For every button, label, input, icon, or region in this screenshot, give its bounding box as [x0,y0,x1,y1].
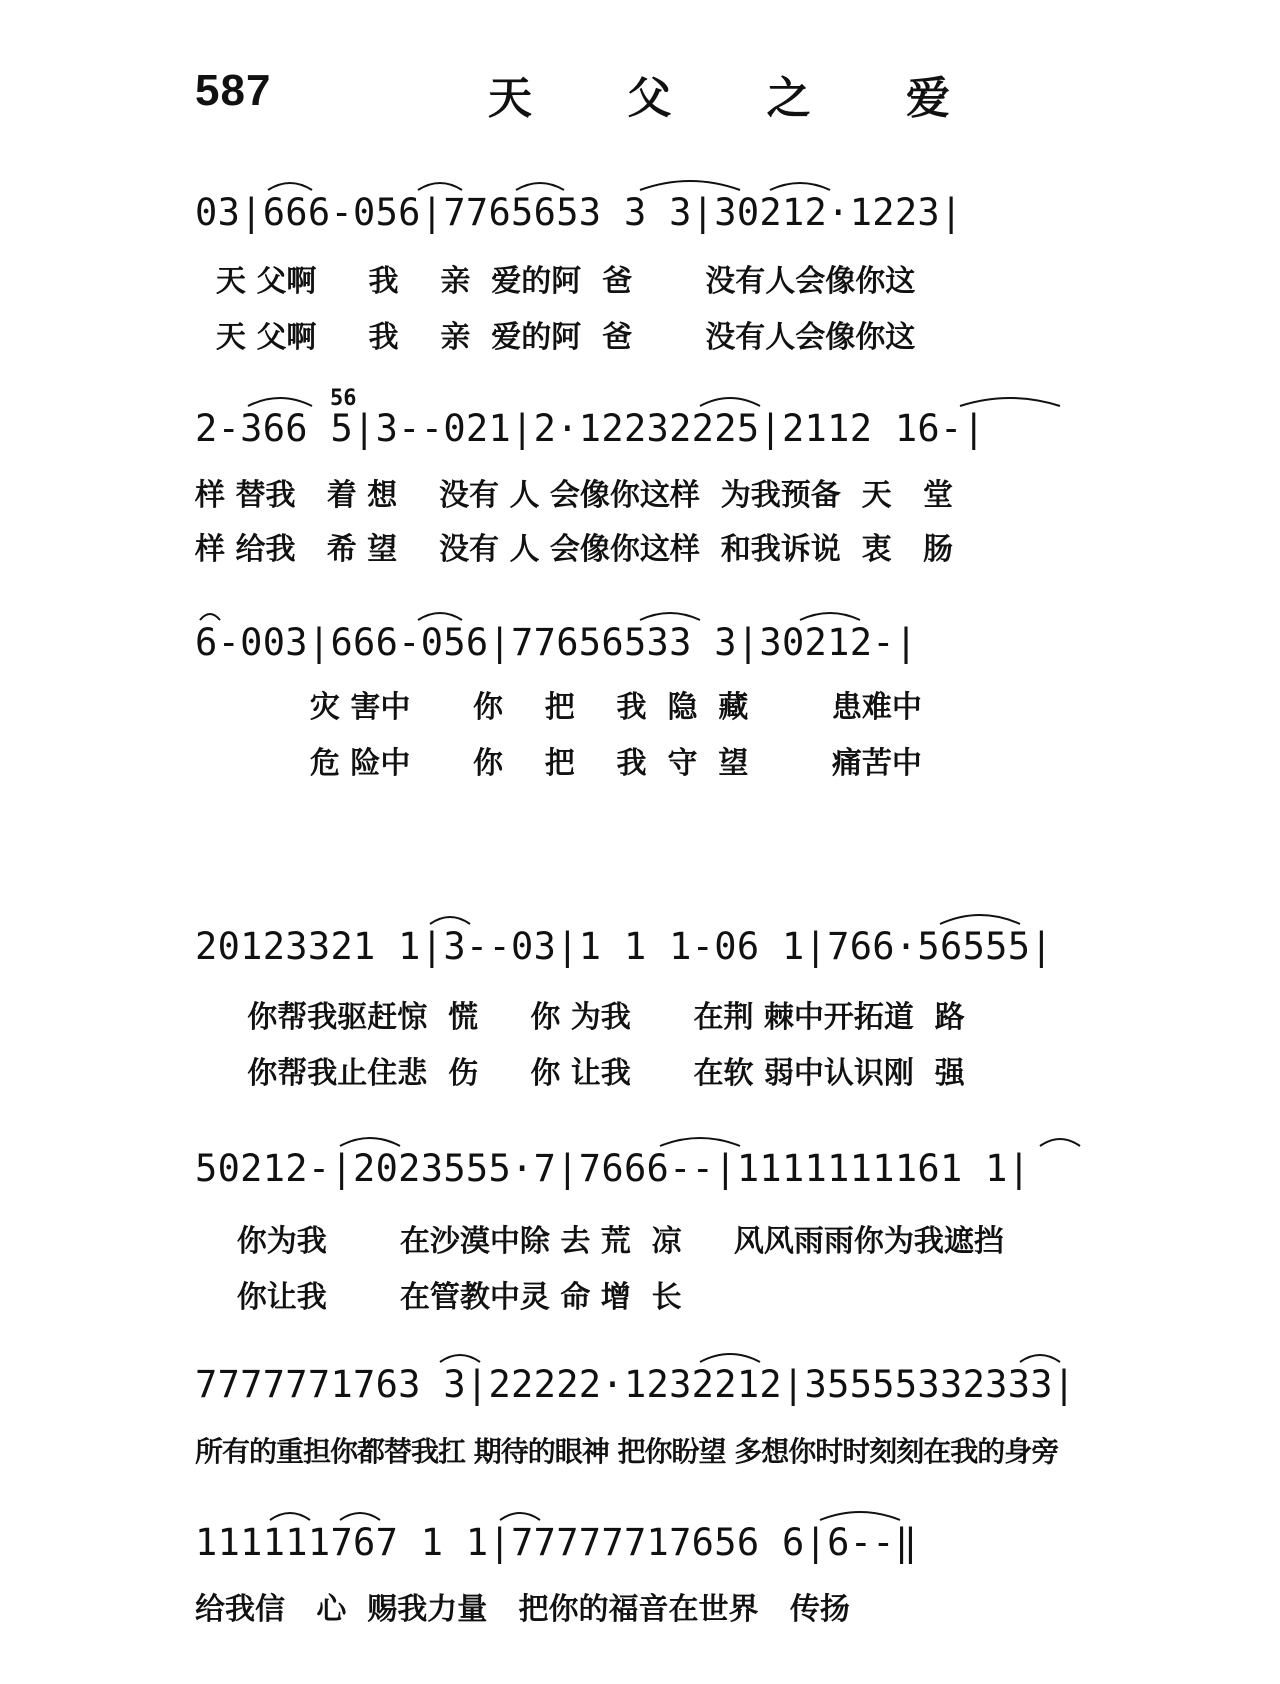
lyric-line-4-verse-2: 你帮我止住悲 伤 你 让我 在软 弱中认识刚 强 [195,1056,965,1091]
lyric-line-5-verse-1: 你为我 在沙漠中除 去 荒 凉 风风雨雨你为我遮挡 [195,1224,1004,1259]
hymn-title: 天 父 之 爱 [488,73,990,124]
notation-line-7: 111111767 1 1|77777717656 6|6--‖ [195,1521,918,1564]
notation-line-3: 6-003|666-056|77656533 3|30212-| [195,621,918,664]
lyric-line-2-verse-1: 样 替我 着 想 没有 人 会像你这样 为我预备 天 堂 [195,478,953,513]
lyric-line-2-verse-2: 样 给我 希 望 没有 人 会像你这样 和我诉说 衷 肠 [195,532,953,567]
lyric-line-5-verse-2: 你让我 在管教中灵 命 增 长 [195,1280,682,1315]
lyric-line-4-verse-1: 你帮我驱赶惊 慌 你 为我 在荆 棘中开拓道 路 [195,1000,965,1035]
lyric-line-1-verse-2: 天 父啊 我 亲 爱的阿 爸 没有人会像你这 [195,320,916,355]
page-number: 587 [195,66,272,115]
notation-line-6: 7777771763 3|22222·1232212|35555332333| [195,1363,1076,1406]
lyric-line-6: 所有的重担你都替我扛 期待的眼神 把你盼望 多想你时时刻刻在我的身旁 [195,1435,1059,1468]
lyric-line-3-verse-2: 危 险中 你 把 我 守 望 痛苦中 [195,746,922,781]
notation-line-5: 50212-|2023555·7|7666--|1111111161 1| [195,1147,1031,1190]
lyric-line-1-verse-1: 天 父啊 我 亲 爱的阿 爸 没有人会像你这 [195,264,916,299]
notation-line-1: 03|666-056|7765653 3 3|30212·1223| [195,191,963,234]
lyric-line-3-verse-1: 灾 害中 你 把 我 隐 藏 患难中 [195,690,922,725]
notation-line-2: 2-366 5|3--021|2·12232225|2112 16-| [195,407,986,450]
lyric-line-7: 给我信 心 赐我力量 把你的福音在世界 传扬 [195,1592,850,1627]
notation-line-4: 20123321 1|3--03|1 1 1-06 1|766·56555| [195,925,1053,968]
grace-notes: 56 [330,386,357,411]
